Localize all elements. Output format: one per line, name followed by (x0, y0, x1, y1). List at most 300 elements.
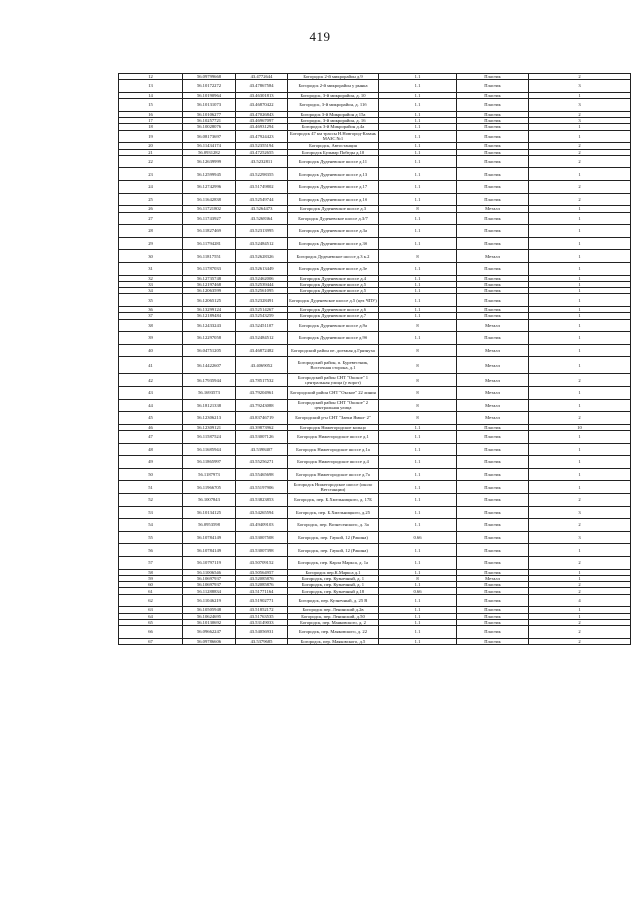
latitude-cell: 56.10257721 (183, 118, 236, 124)
material-cell: Пластик (457, 193, 529, 206)
address-cell: Богородский р-н СНТ "Заеки Ямки- 2" (288, 412, 379, 425)
volume-cell: 1.1 (379, 431, 457, 444)
table-row (119, 431, 631, 444)
row-number: 50 (119, 468, 183, 481)
address-cell: Богородск Дуденевское шоссе д.3 к.2 (288, 250, 379, 263)
container-sites-table (118, 73, 631, 645)
latitude-cell: 56.04751205 (183, 344, 236, 357)
material-cell: Металл (457, 386, 529, 399)
address-cell: Богородский район СНТ "Окское" 2 центральная улица (288, 399, 379, 412)
row-number: 33 (119, 281, 183, 287)
latitude-cell: 56.11046219 (183, 594, 236, 607)
longitude-cell: 43.5398407 (236, 443, 288, 456)
address-cell: Богородск Дуденевское шоссе д.6 (288, 306, 379, 312)
row-number: 12 (119, 74, 183, 80)
address-cell: Богородск Нижегородское шоссе д.1а (288, 443, 379, 456)
material-cell: Металл (457, 250, 529, 263)
table-row (119, 155, 631, 168)
table-row (119, 506, 631, 519)
address-cell: Богородск, 3-й микрорайон, д. 11б (288, 99, 379, 112)
material-cell: Пластик (457, 155, 529, 168)
latitude-cell: 56.11865997 (183, 456, 236, 469)
count-cell: 2 (529, 556, 631, 569)
table-row (119, 556, 631, 569)
count-cell: 1 (529, 130, 631, 143)
count-cell: 2 (529, 181, 631, 194)
count-cell: 2 (529, 412, 631, 425)
volume-cell: 0.66 (379, 531, 457, 544)
count-cell: 1 (529, 262, 631, 275)
longitude-cell: 43.52085876 (236, 582, 288, 588)
volume-cell: 1.1 (379, 313, 457, 319)
count-cell: 1 (529, 357, 631, 374)
latitude-cell: 56.10106277 (183, 111, 236, 117)
latitude-cell: 56.18121338 (183, 399, 236, 412)
volume-cell: 0.66 (379, 588, 457, 594)
longitude-cell: 43.52451107 (236, 319, 288, 332)
latitude-cell: 56.10624695 (183, 613, 236, 619)
count-cell: 1 (529, 237, 631, 250)
count-cell: 1 (529, 575, 631, 581)
longitude-cell: 43.52085876 (236, 575, 288, 581)
latitude-cell: 56.11642838 (183, 193, 236, 206)
row-number: 20 (119, 143, 183, 149)
longitude-cell: 43.51902771 (236, 594, 288, 607)
longitude-cell: 43.52328491 (236, 294, 288, 307)
row-number: 36 (119, 306, 183, 312)
address-cell: Богородск Нижегородское шоссе д.4 (288, 456, 379, 469)
volume-cell: 8 (379, 575, 457, 581)
address-cell: Богородск, пер. Маяковского, д.5 (288, 638, 379, 644)
latitude-cell: 56.11966705 (183, 481, 236, 494)
latitude-cell: 56.10131073 (183, 99, 236, 112)
count-cell: 1 (529, 607, 631, 613)
longitude-cell: 43.53007126 (236, 431, 288, 444)
row-number: 27 (119, 212, 183, 225)
row-number: 13 (119, 80, 183, 93)
row-number: 64 (119, 613, 183, 619)
row-number: 54 (119, 519, 183, 532)
latitude-cell: 56.10190964 (183, 92, 236, 98)
volume-cell: 8 (379, 386, 457, 399)
longitude-cell: 43.54056931 (236, 626, 288, 639)
row-number: 23 (119, 168, 183, 181)
row-number: 45 (119, 412, 183, 425)
row-number: 60 (119, 582, 183, 588)
table-row (119, 212, 631, 225)
address-cell: Богородск, пер. Кузнечный д.18 (288, 588, 379, 594)
longitude-cell: 43.53149033 (236, 619, 288, 625)
volume-cell: 8 (379, 357, 457, 374)
material-cell: Пластик (457, 481, 529, 494)
longitude-cell: 43.53007508 (236, 531, 288, 544)
address-cell: Богородск Дуденевское шоссе д.5 (цех ЧПУ) (288, 294, 379, 307)
latitude-cell: 56.13299124 (183, 306, 236, 312)
address-cell: Богородск, пер. Ленинский, д.50 (288, 613, 379, 619)
count-cell: 2 (529, 149, 631, 155)
row-number: 29 (119, 237, 183, 250)
table-row (119, 412, 631, 425)
address-cell: Богородск Нижегородское шоссе (около Ветстанции) (288, 481, 379, 494)
latitude-cell: 56.11434174 (183, 143, 236, 149)
material-cell: Пластик (457, 80, 529, 93)
longitude-cell: 43.52561095 (236, 288, 288, 294)
volume-cell: 1.1 (379, 212, 457, 225)
volume-cell: 1.1 (379, 130, 457, 143)
volume-cell: 8 (379, 319, 457, 332)
latitude-cell: 56.09786606 (183, 638, 236, 644)
table-row (119, 130, 631, 143)
row-number: 25 (119, 193, 183, 206)
count-cell: 1 (529, 344, 631, 357)
address-cell: Богородск Дуденевское шоссе д.5 (288, 281, 379, 287)
row-number: 65 (119, 619, 183, 625)
count-cell: 1 (529, 124, 631, 130)
latitude-cell: 56.10130692 (183, 619, 236, 625)
volume-cell: 1.1 (379, 288, 457, 294)
longitude-cell: 43.52613449 (236, 262, 288, 275)
material-cell: Металл (457, 319, 529, 332)
longitude-cell: 43.79243088 (236, 399, 288, 412)
material-cell: Металл (457, 399, 529, 412)
count-cell: 1 (529, 456, 631, 469)
count-cell: 1 (529, 332, 631, 345)
material-cell: Металл (457, 412, 529, 425)
row-number: 21 (119, 149, 183, 155)
material-cell: Пластик (457, 519, 529, 532)
longitude-cell: 43.47867584 (236, 80, 288, 93)
longitude-cell: 43.47252655 (236, 149, 288, 155)
volume-cell: 1.1 (379, 92, 457, 98)
address-cell: Богородск, пер. Вознесенского, д. 3а (288, 519, 379, 532)
count-cell: 1 (529, 288, 631, 294)
count-cell: 1 (529, 386, 631, 399)
latitude-cell: 56.11794281 (183, 237, 236, 250)
material-cell: Металл (457, 344, 529, 357)
volume-cell: 1.1 (379, 155, 457, 168)
address-cell: Богородск Дуденевское шоссе д.17 (288, 181, 379, 194)
row-number: 51 (119, 481, 183, 494)
latitude-cell: 56.08173697 (183, 130, 236, 143)
count-cell: 2 (529, 619, 631, 625)
latitude-cell: 56.0953598 (183, 519, 236, 532)
count-cell: 1 (529, 468, 631, 481)
address-cell: Богородск пер.К.Маркса д.1 (288, 569, 379, 575)
latitude-cell: 56.12063599 (183, 288, 236, 294)
material-cell: Пластик (457, 168, 529, 181)
longitude-cell: 43.51852172 (236, 607, 288, 613)
table-row (119, 319, 631, 332)
volume-cell: 1.1 (379, 124, 457, 130)
count-cell: 2 (529, 111, 631, 117)
count-cell: 2 (529, 74, 631, 80)
table-row (119, 519, 631, 532)
volume-cell: 1.1 (379, 80, 457, 93)
longitude-cell: 43.50564957 (236, 569, 288, 575)
material-cell: Пластик (457, 306, 529, 312)
address-cell: Богородск Дуденевское шоссе д.3 (288, 206, 379, 212)
table-row (119, 594, 631, 607)
volume-cell: 8 (379, 344, 457, 357)
volume-cell: 1.1 (379, 556, 457, 569)
longitude-cell: 43.52484512 (236, 237, 288, 250)
volume-cell: 1.1 (379, 225, 457, 238)
count-cell: 1 (529, 206, 631, 212)
table-row (119, 357, 631, 374)
material-cell: Пластик (457, 443, 529, 456)
row-number: 61 (119, 588, 183, 594)
table-row (119, 443, 631, 456)
table-row (119, 344, 631, 357)
volume-cell: 8 (379, 374, 457, 387)
longitude-cell: 43.54265594 (236, 506, 288, 519)
material-cell: Пластик (457, 607, 529, 613)
volume-cell: 1.1 (379, 468, 457, 481)
address-cell: Богородск Дуденевское шоссе д.3а (288, 225, 379, 238)
address-cell: Богородск Дуденевское шоссе д.7 (288, 313, 379, 319)
volume-cell: 1.1 (379, 594, 457, 607)
count-cell: 3 (529, 99, 631, 112)
material-cell: Пластик (457, 181, 529, 194)
latitude-cell: 56.11587524 (183, 431, 236, 444)
count-cell: 2 (529, 582, 631, 588)
latitude-cell: 56.10172272 (183, 80, 236, 93)
volume-cell: 1.1 (379, 519, 457, 532)
address-cell: Богородск, пер. Кузнечный, д. 1 (288, 582, 379, 588)
material-cell: Пластик (457, 638, 529, 644)
latitude-cell: 56.11721802 (183, 206, 236, 212)
volume-cell: 1.1 (379, 168, 457, 181)
row-number: 49 (119, 456, 183, 469)
row-number: 46 (119, 424, 183, 430)
address-cell: Богородск, Автостанция (288, 143, 379, 149)
material-cell: Пластик (457, 431, 529, 444)
material-cell: Пластик (457, 313, 529, 319)
material-cell: Металл (457, 374, 529, 387)
count-cell: 2 (529, 626, 631, 639)
row-number: 34 (119, 288, 183, 294)
table-row (119, 181, 631, 194)
material-cell: Пластик (457, 594, 529, 607)
address-cell: Богородск, пер. Б.Хмельницкого, д. 17Б (288, 494, 379, 507)
material-cell: Пластик (457, 143, 529, 149)
volume-cell: 1.1 (379, 569, 457, 575)
latitude-cell: 56.09662247 (183, 626, 236, 639)
latitude-cell: 56.11288834 (183, 588, 236, 594)
address-cell: Богородск Дуденевское шоссе д.9а (288, 319, 379, 332)
table-row (119, 468, 631, 481)
latitude-cell: 56.11006546 (183, 569, 236, 575)
count-cell: 1 (529, 250, 631, 263)
volume-cell: 1.1 (379, 481, 457, 494)
table-row (119, 494, 631, 507)
count-cell: 4 (529, 594, 631, 607)
material-cell: Пластик (457, 494, 529, 507)
latitude-cell: 56.11817551 (183, 250, 236, 263)
material-cell: Пластик (457, 468, 529, 481)
volume-cell: 1.1 (379, 111, 457, 117)
row-number: 56 (119, 544, 183, 557)
longitude-cell: 43.5379685 (236, 638, 288, 644)
material-cell: Пластик (457, 149, 529, 155)
table-row (119, 531, 631, 544)
count-cell: 1 (529, 168, 631, 181)
table-row (119, 99, 631, 112)
latitude-cell: 56.10697937 (183, 582, 236, 588)
row-number: 24 (119, 181, 183, 194)
longitude-cell: 43.52543259 (236, 313, 288, 319)
page-number: 419 (309, 29, 331, 44)
material-cell: Пластик (457, 74, 529, 80)
count-cell: 1 (529, 92, 631, 98)
volume-cell: 1.1 (379, 275, 457, 281)
latitude-cell: 56.10134125 (183, 506, 236, 519)
table-row (119, 225, 631, 238)
count-cell: 1 (529, 431, 631, 444)
volume-cell: 1.1 (379, 193, 457, 206)
row-number: 38 (119, 319, 183, 332)
address-cell: Богородск 3-й Микрорайон д 15а (288, 111, 379, 117)
table-row (119, 294, 631, 307)
row-number: 57 (119, 556, 183, 569)
material-cell: Пластик (457, 582, 529, 588)
material-cell: Пластик (457, 332, 529, 345)
row-number: 15 (119, 99, 183, 112)
address-cell: Богородск 3-й Микрорайон д.4а (288, 124, 379, 130)
longitude-cell: 43.52462006 (236, 275, 288, 281)
latitude-cell: 56.12297058 (183, 332, 236, 345)
count-cell: 1 (529, 319, 631, 332)
longitude-cell: 43.46967097 (236, 118, 288, 124)
material-cell: Пластик (457, 118, 529, 124)
address-cell: Богородск Нижегородское кольцо (288, 424, 379, 430)
count-cell: 3 (529, 118, 631, 124)
volume-cell: 1.1 (379, 638, 457, 644)
count-cell: 1 (529, 212, 631, 225)
material-cell: Пластик (457, 544, 529, 557)
row-number: 48 (119, 443, 183, 456)
row-number: 59 (119, 575, 183, 581)
latitude-cell: 56.11787033 (183, 262, 236, 275)
material-cell: Металл (457, 575, 529, 581)
row-number: 32 (119, 275, 183, 281)
longitude-cell: 43.4772644 (236, 74, 288, 80)
row-number: 14 (119, 92, 183, 98)
longitude-cell: 43.52514267 (236, 306, 288, 312)
row-number: 16 (119, 111, 183, 117)
address-cell: Богородск Дуденевское шоссе д.11 (288, 155, 379, 168)
latitude-cell: 56.12306213 (183, 412, 236, 425)
address-cell: Богородск 47 км трассы Н.Новгород-Казань МАЗС №1 (288, 130, 379, 143)
volume-cell: 1.1 (379, 118, 457, 124)
table-row (119, 544, 631, 557)
table-row (119, 80, 631, 93)
row-number: 26 (119, 206, 183, 212)
longitude-cell: 43.46301813 (236, 92, 288, 98)
longitude-cell: 43.5264473 (236, 206, 288, 212)
material-cell: Пластик (457, 424, 529, 430)
longitude-cell: 43.55256271 (236, 456, 288, 469)
latitude-cell: 56.11685944 (183, 443, 236, 456)
address-cell: Богородск Дуденевское шоссе д.5 (288, 288, 379, 294)
longitude-cell: 43.52355194 (236, 143, 288, 149)
material-cell: Пластик (457, 531, 529, 544)
longitude-cell: 43.5232811 (236, 155, 288, 168)
latitude-cell: 56.12599945 (183, 168, 236, 181)
row-number: 30 (119, 250, 183, 263)
latitude-cell: 56.1693573 (183, 386, 236, 399)
address-cell: Богородский район, п. Буревестник, Восточная сторона, д.1 (288, 357, 379, 374)
address-cell: Богородск Дуденевское шоссе д.3/7 (288, 212, 379, 225)
table-row (119, 250, 631, 263)
table-row (119, 481, 631, 494)
volume-cell: 1.1 (379, 626, 457, 639)
volume-cell: 1.1 (379, 443, 457, 456)
longitude-cell: 43.79204961 (236, 386, 288, 399)
latitude-cell: 56.10028076 (183, 124, 236, 130)
row-number: 39 (119, 332, 183, 345)
longitude-cell: 43.50709152 (236, 556, 288, 569)
address-cell: Богородск Дуденевское шоссе д.3б (288, 237, 379, 250)
material-cell: Пластик (457, 237, 529, 250)
volume-cell: 1.1 (379, 619, 457, 625)
count-cell: 2 (529, 374, 631, 387)
address-cell: Богородск Нижегородское шоссе д.1 (288, 431, 379, 444)
latitude-cell: 56.12735748 (183, 275, 236, 281)
row-number: 31 (119, 262, 183, 275)
row-number: 62 (119, 594, 183, 607)
volume-cell: 1.1 (379, 544, 457, 557)
volume-cell: 1.1 (379, 74, 457, 80)
row-number: 43 (119, 386, 183, 399)
address-cell: Богородск, пер. Кузнечный, д. 25 В (288, 594, 379, 607)
volume-cell: 1.1 (379, 294, 457, 307)
volume-cell: 1.1 (379, 306, 457, 312)
row-number: 53 (119, 506, 183, 519)
row-number: 63 (119, 607, 183, 613)
address-cell: Богородск, пер. Кузнечный, д. 1 (288, 575, 379, 581)
row-number: 28 (119, 225, 183, 238)
latitude-cell: 56.10505948 (183, 607, 236, 613)
volume-cell: 1.1 (379, 332, 457, 345)
volume-cell: 1.1 (379, 281, 457, 287)
material-cell: Пластик (457, 99, 529, 112)
latitude-cell: 56.10797119 (183, 556, 236, 569)
longitude-cell: 43.52539444 (236, 281, 288, 287)
longitude-cell: 43.46931294 (236, 124, 288, 130)
material-cell: Пластик (457, 588, 529, 594)
longitude-cell: 43.46870422 (236, 99, 288, 112)
row-number: 22 (119, 155, 183, 168)
latitude-cell: 56.10784149 (183, 544, 236, 557)
volume-cell: 1.1 (379, 506, 457, 519)
table-body (119, 74, 631, 645)
latitude-cell: 56.14422607 (183, 357, 236, 374)
count-cell: 2 (529, 193, 631, 206)
longitude-cell: 43.52484512 (236, 332, 288, 345)
volume-cell: 1.1 (379, 99, 457, 112)
row-number: 52 (119, 494, 183, 507)
longitude-cell: 43.47026843 (236, 111, 288, 117)
row-number: 17 (119, 118, 183, 124)
row-number: 66 (119, 626, 183, 639)
longitude-cell: 43.52298355 (236, 168, 288, 181)
material-cell: Пластик (457, 275, 529, 281)
count-cell: 2 (529, 494, 631, 507)
count-cell: 1 (529, 275, 631, 281)
longitude-cell: 43.51771164 (236, 588, 288, 594)
latitude-cell: 56.11827469 (183, 225, 236, 238)
